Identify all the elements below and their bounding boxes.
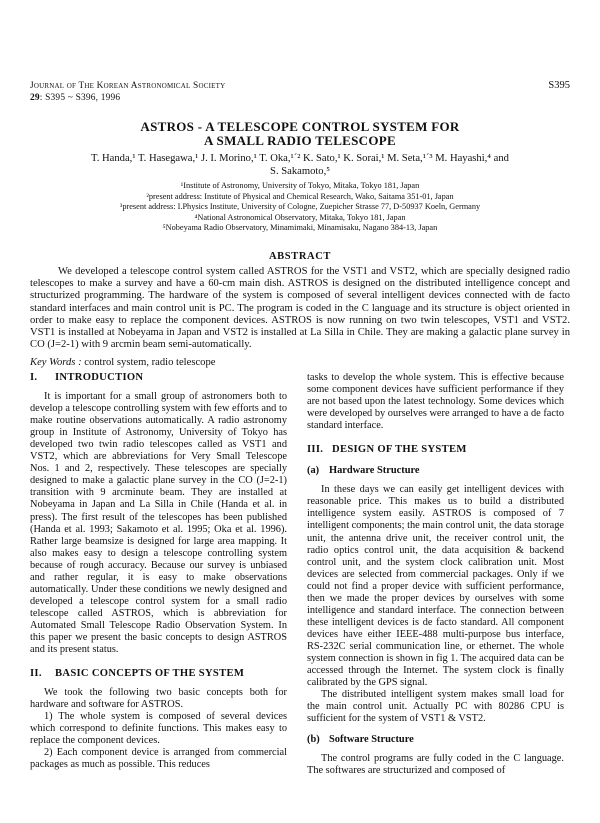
- affiliation-4: ⁴National Astronomical Observatory, Mitaka, Tokyo 181, Japan: [194, 212, 406, 222]
- section-heading-basic-concepts: [30, 668, 287, 680]
- paper-title: [0, 120, 600, 147]
- affiliations: [30, 181, 570, 234]
- software-paragraph-1: The control programs are fully coded in the C language. The softwares are structurized and composed of: [307, 753, 564, 777]
- journal-volume-pages: [30, 92, 225, 104]
- concepts-paragraph-continued: tasks to develop the whole system. This is effective because some component devices have sufficient performance if they are not based upon the latest technology. Some devices which were developed by ourselves were arranged to have a de facto standard interface.: [307, 372, 564, 432]
- abstract-text: We developed a telescope control system called ASTROS for the VST1 and VST2, which are specially designed radio telescopes to make a survey and have a 60-cm main dish. ASTROS is designed on the distributed intelligence concept and structurized programming. The hardware of the system is composed of several intelligent devices connected with de facto standard interfaces and main control unit is PC. The program is coded in the C language and its structure is object oriented in order to make easy to replace the component devices. ASTROS is now running on two twin telescopes, VST1 and VST2. VST1 is installed at Nobeyama in Japan and VST2 is installed at La Silla in Chile. They are making a galactic plane survey in CO (J=2-1) with 9 arcmin beam semi-automatically.: [30, 266, 570, 351]
- title-line-1: ASTROS - A TELESCOPE CONTROL SYSTEM FOR: [140, 119, 460, 134]
- right-column: [307, 372, 564, 777]
- subsection-heading-software: [307, 734, 564, 746]
- intro-paragraph: It is important for a small group of astronomers both to develop a telescope controlling system with few efforts and to make routine observations automatically. A radio astronomy group in Institute of Astronomy, University of Tokyo has developed two twin radio telescopes called as VST1 and VST2, which are abbreviations for Very Small Telescope Nos. 1 and 2, respectively. These telescopes are specially designed to make a galactic plane survey in the CO (J=2-1) transition with 9 arcminute beam. They are installed at Nobeyama in Japan and La Silla in Chile (Handa et al. in press). The first result of the telescopes has been published (Handa et al. 1993; Sakamoto et al. 1995; Oka et al. 1996). Rather large beamsize is designed for large area mapping. It also makes easy to design a telescope controlling system because of rough accuracy. Because our survey is unbiased and rather regular, it is easy to make observations automatically. Under these conditions we newly designed and developed a telescope control system for a small radio telescope called ASTROS, which is abbreviation for Automated Small Telescope Radio Observation System. In this paper we present the basic concepts to design ASTROS and its present status.: [30, 391, 287, 656]
- page-range: : S395 ~ S396, 1996: [39, 93, 121, 103]
- section-heading-introduction: [30, 372, 287, 384]
- subsection-title: Hardware Structure: [329, 465, 420, 477]
- authors-line-2: S. Sakamoto,⁵: [270, 166, 330, 177]
- journal-name: Journal of The Korean Astronomical Society: [30, 81, 226, 91]
- hardware-paragraph-1: In these days we can easily get intelligent devices with reasonable price. This makes us to build a distributed intelligence system easily. ASTROS is composed of 7 intelligent components; the main control unit, the data storage unit, the antenna drive unit, the receiver control unit, the radio optics control unit, the data acquisition & backend control unit, and the system clock calibration unit. Most devices are selected from commercial packages. Only if we could not find a proper device with sufficient performance, then we made the proper devices by ourselves with some intelligence and standard interface. The connection between these intelligent devices is de facto standard. All component devices have either IEEE-488 multi-purpose bus interface, RS-232C serial communication line, or ethernet. The whole system connection is shown in fig 1. The acquired data can be accessed through the Internet. The system clock is finally calibrated by the GPS signal.: [307, 484, 564, 689]
- subsection-heading-hardware: [307, 465, 564, 477]
- section-heading-design: [307, 444, 564, 456]
- affiliation-5: ⁵Nobeyama Radio Observatory, Minamimaki, Minamisaku, Nagano 384-13, Japan: [162, 223, 438, 233]
- keywords-label: Key Words :: [30, 357, 82, 368]
- section-title: DESIGN OF THE SYSTEM: [332, 444, 467, 456]
- hardware-paragraph-2: The distributed intelligent system makes small load for the main control unit. Actually PC with 80286 CPU is sufficient for the system of VST1 & VST2.: [307, 689, 564, 725]
- concepts-paragraph-1: We took the following two basic concepts both for hardware and software for ASTROS.: [30, 687, 287, 711]
- section-number: III.: [307, 444, 324, 456]
- section-title: INTRODUCTION: [55, 372, 144, 383]
- subsection-title: Software Structure: [329, 734, 414, 746]
- left-column: [30, 372, 287, 771]
- journal-header: [30, 80, 225, 104]
- page-number: S395: [548, 80, 570, 91]
- keywords: [30, 357, 215, 368]
- affiliation-1: ¹Institute of Astronomy, University of Tokyo, Mitaka, Tokyo 181, Japan: [180, 181, 420, 190]
- section-number: I.: [30, 372, 38, 383]
- volume-number: 29: [30, 93, 40, 103]
- keywords-text: control system, radio telescope: [81, 357, 216, 368]
- title-line-2: A SMALL RADIO TELESCOPE: [204, 132, 396, 148]
- concepts-paragraph-2: 1) The whole system is composed of several devices which correspond to definite functions. This makes easy to replace the component devices.: [30, 711, 287, 747]
- section-title: BASIC CONCEPTS OF THE SYSTEM: [55, 668, 245, 680]
- affiliation-2: ²present address: Institute of Physical and Chemical Research, Wako, Saitama 351-01, Japan: [146, 191, 454, 201]
- concepts-paragraph-3: 2) Each component device is arranged from commercial packages as much as possible. This reduces: [30, 747, 287, 771]
- authors-line-1: T. Handa,¹ T. Hasegawa,¹ J. I. Morino,¹ T. Oka,¹ˊ² K. Sato,¹ K. Sorai,¹ M. Seta,¹ˊ³ M. Hayashi,⁴ and: [91, 153, 509, 164]
- affiliation-3: ³present address: I.Physics Institute, University of Cologne, Zuepicher Strasse 77, D-50937 Koeln, Germany: [119, 202, 481, 212]
- author-list: [40, 152, 560, 178]
- subsection-number: (a): [307, 465, 320, 477]
- subsection-number: (b): [307, 734, 320, 746]
- section-number: II.: [30, 668, 42, 680]
- abstract-heading: ABSTRACT: [269, 251, 331, 262]
